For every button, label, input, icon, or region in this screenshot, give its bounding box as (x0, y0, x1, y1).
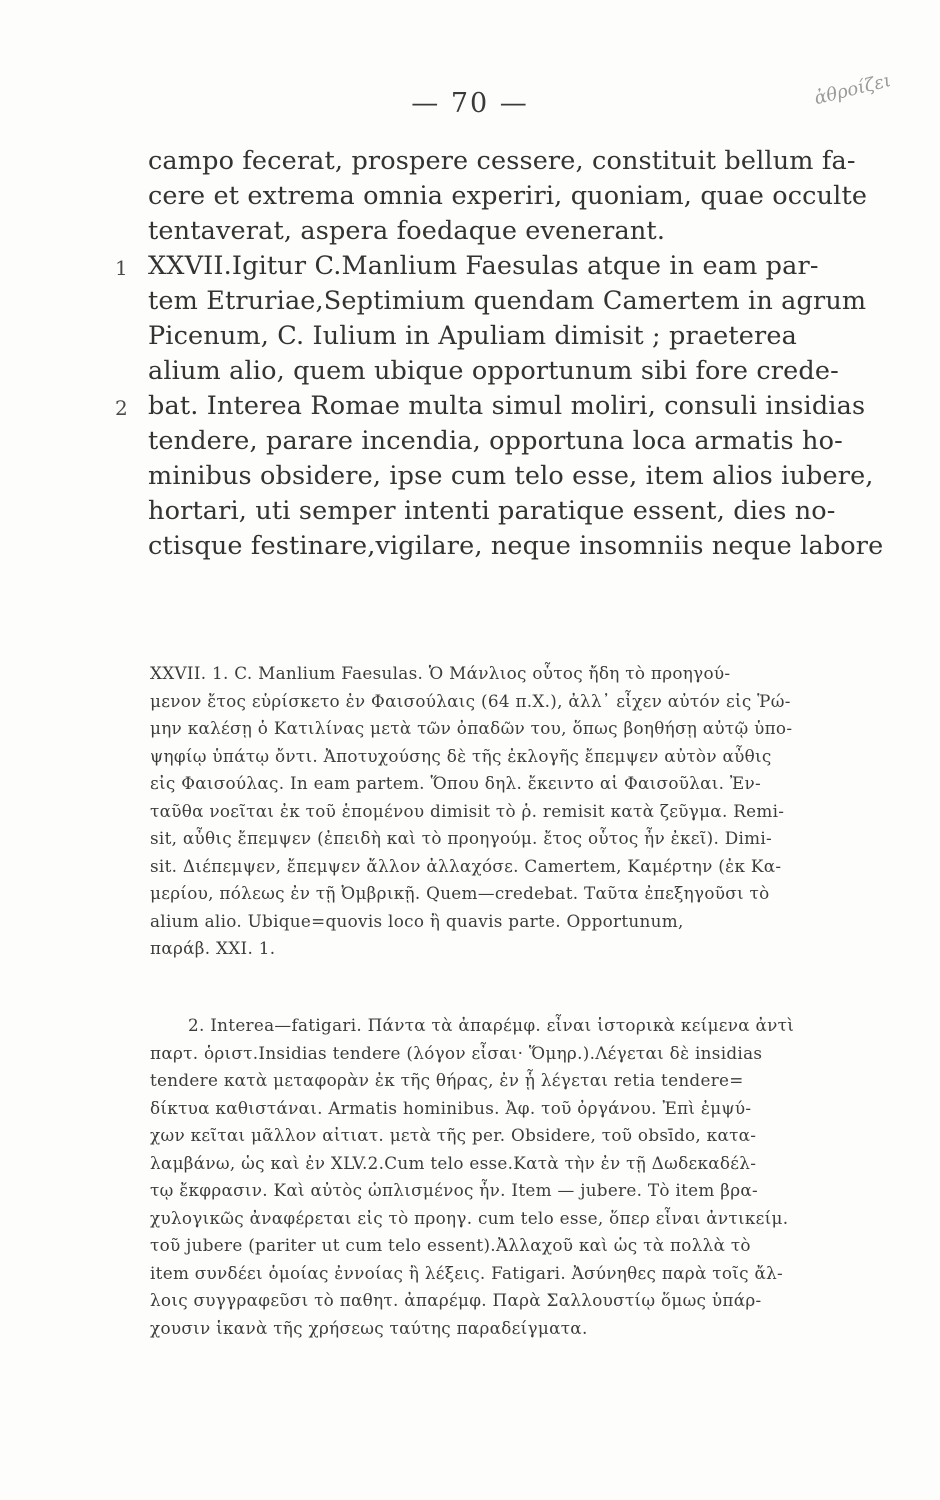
main-text-line (148, 214, 878, 249)
note-line: sit, αὖθις ἔπεμψεν (ἐπειδὴ καὶ τὸ προηγούμ. ἔτος οὗτος ἦν ἐκεῖ). Dimi- (150, 828, 773, 848)
page-number: — 70 — (411, 88, 529, 119)
main-text-content: tendere, parare incendia, opportuna loca armatis ho- (148, 426, 843, 456)
main-text-line (148, 494, 878, 529)
handwritten-annotation: ἀθροίζει (812, 70, 894, 110)
note-line: XXVII. 1. C. Manlium Faesulas. Ὁ Μάνλιος οὗτος ἤδη τὸ προηγού- (150, 663, 731, 683)
note-line: παρτ. ὁριστ.Insidias tendere (λόγον εἶσαι· Ὅμηρ.).Λέγεται δὲ insidias (150, 1042, 763, 1063)
note-line: ψηφίῳ ὑπάτῳ ὄντι. Ἀποτυχούσης δὲ τῆς ἐκλογῆς ἔπεμψεν αὐτὸν αὖθις (150, 745, 772, 766)
note-line: 2. Interea—fatigari. Πάντα τὰ ἀπαρέμφ. εἶναι ἱστορικὰ κείμενα ἀντὶ (188, 1015, 795, 1035)
main-text-line (115, 249, 878, 284)
note-line: ταῦθα νοεῖται ἐκ τοῦ ἑπομένου dimisit τὸ ῥ. remisit κατὰ ζεῦγμα. Remi- (150, 800, 785, 821)
main-text-content: cere et extrema omnia experiri, quoniam, quae occulte (148, 181, 868, 211)
main-text-line (148, 284, 878, 319)
main-text-line (148, 354, 878, 389)
main-text-line (148, 459, 878, 494)
main-text-line (115, 389, 878, 424)
main-text-content: XXVII.Igitur C.Manlium Faesulas atque in eam par- (148, 251, 819, 281)
note-line: μενον ἔτος εὑρίσκετο ἐν Φαισούλαις (64 π.Χ.), ἀλλ᾽ εἶχεν αὐτόν εἰς Ῥώ- (150, 690, 791, 711)
main-text-line (148, 144, 878, 179)
note-line: μερίου, πόλεως ἐν τῇ Ὀμβρικῇ. Quem—credebat. Ταῦτα ἐπεξηγοῦσι τὸ (150, 883, 770, 903)
main-text-content: alium alio, quem ubique opportunum sibi fore crede- (148, 356, 839, 386)
main-text-content: bat. Interea Romae multa simul moliri, consuli insidias (148, 391, 866, 421)
note-line: tendere κατὰ μεταφορὰν ἐκ τῆς θήρας, ἐν ᾗ λέγεται retia tendere= (150, 1070, 744, 1090)
main-text-content: minibus obsidere, ipse cum telo esse, item alios iubere, (148, 461, 874, 491)
main-text-content: Picenum, C. Iulium in Apuliam dimisit ; praeterea (148, 321, 797, 351)
note-line: λαμβάνω, ὡς καὶ ἐν XLV.2.Cum telo esse.Κατὰ τὴν ἐν τῇ Δωδεκαδέλ- (150, 1152, 757, 1173)
note-line: λοις συγγραφεῦσι τὸ παθητ. ἀπαρέμφ. Παρὰ Σαλλουστίῳ ὅμως ὑπάρ- (150, 1290, 762, 1310)
main-text-content: ctisque festinare,vigilare, neque insomniis neque labore (148, 531, 884, 561)
note-line: δίκτυα καθιστάναι. Armatis hominibus. Ἀφ. τοῦ ὀργάνου. Ἐπὶ ἐμψύ- (150, 1097, 752, 1118)
main-latin-text (115, 144, 884, 564)
main-text-line (148, 319, 878, 354)
note-line: item συνδέει ὁμοίας ἐννοίας ἢ λέξεις. Fatigari. Ἀσύνηθες παρὰ τοῖς ἄλ- (150, 1262, 783, 1283)
main-text-content: campo fecerat, prospere cessere, constituit bellum fa- (148, 146, 856, 176)
main-text-line (148, 529, 884, 564)
main-text-content: tentaverat, aspera foedaque evenerant. (148, 216, 666, 246)
note-line: παράβ. XXI. 1. (150, 938, 276, 958)
commentary-notes-section-1 (150, 660, 878, 963)
note-line: alium alio. Ubique=quovis loco ἢ quavis parte. Opportunum, (150, 910, 684, 931)
section-number: 2 (115, 396, 128, 420)
note-line: εἰς Φαισούλας. In eam partem. Ὅπου δηλ. ἔκειντο αἱ Φαισοῦλαι. Ἐν- (150, 773, 762, 793)
note-line: χουσιν ἱκανὰ τῆς χρήσεως ταύτης παραδείγματα. (150, 1317, 588, 1338)
note-line: μην καλέσῃ ὁ Κατιλίνας μετὰ τῶν ὀπαδῶν του, ὅπως βοηθήσῃ αὐτῷ ὑπο- (150, 718, 793, 738)
main-text-line (148, 424, 878, 459)
note-line: τῳ ἔκφρασιν. Καὶ αὐτὸς ὡπλισμένος ἦν. Item — jubere. Τὸ item βρα- (150, 1180, 758, 1200)
section-number: 1 (115, 256, 128, 280)
note-line: sit. Διέπεμψεν, ἔπεμψεν ἄλλον ἀλλαχόσε. Camertem, Καμέρτην (ἐκ Κα- (150, 855, 782, 876)
main-text-content: tem Etruriae,Septimium quendam Camertem in agrum (148, 286, 867, 316)
note-line: τοῦ jubere (pariter ut cum telo essent).Ἀλλαχοῦ καὶ ὡς τὰ πολλὰ τὸ (150, 1235, 751, 1255)
commentary-notes-section-2 (150, 1012, 878, 1342)
note-line: χων κεῖται μᾶλλον αἰτιατ. μετὰ τῆς per. Obsidere, τοῦ obsīdo, κατα- (150, 1125, 757, 1145)
main-text-line (148, 179, 878, 214)
note-line: χυλογικῶς ἀναφέρεται εἰς τὸ προηγ. cum telo esse, ὅπερ εἶναι ἀντικείμ. (150, 1207, 789, 1228)
main-text-content: hortari, uti semper intenti paratique essent, dies no- (148, 496, 836, 526)
